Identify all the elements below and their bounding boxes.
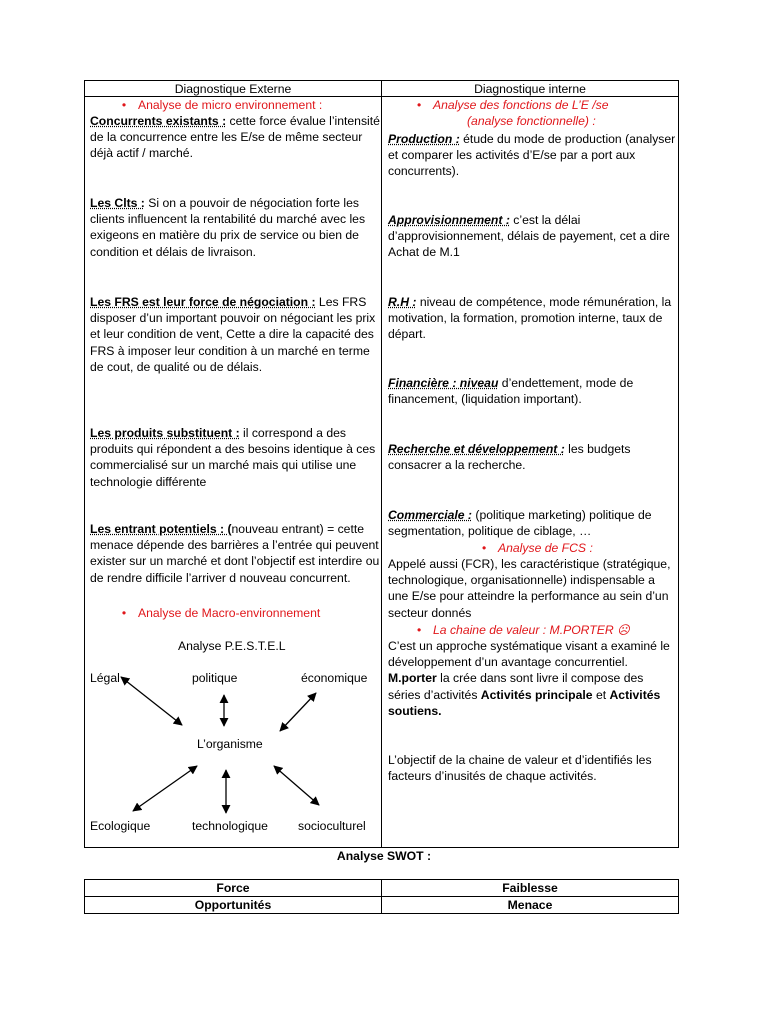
production-text: étude du mode de production (analyser et comparer les activités d’E/se par a port aux concurrents). <box>388 132 676 179</box>
rh-text: niveau de compétence, mode rémunération, la motivation, la formation, promotion interne, taux de départ. <box>388 295 672 342</box>
bullet-icon: • <box>121 98 127 112</box>
bullet-icon: • <box>121 606 127 620</box>
financiere-text: d’endettement, mode de financement, (liquidation important). <box>388 376 634 407</box>
swot-faiblesse: Faiblesse <box>502 881 558 895</box>
fonctions-subtitle: (analyse fonctionnelle) : <box>467 114 596 128</box>
header-diagnostique-interne: Diagnostique interne <box>474 82 586 96</box>
production-paragraph <box>388 131 676 180</box>
pestel-economique: économique <box>301 671 368 685</box>
pestel-center-organisme: L’organisme <box>197 737 263 751</box>
production-term: Production : <box>388 132 460 146</box>
frs-term: Les FRS est leur force de négociation : <box>90 295 316 309</box>
commerciale-term: Commerciale : <box>388 508 472 522</box>
commerciale-paragraph <box>388 507 676 539</box>
pestel-politique: politique <box>192 671 238 685</box>
rh-term: R.H : <box>388 295 417 309</box>
recherche-text: les budgets consacrer a la recherche. <box>388 442 631 473</box>
pestel-socioculturel: socioculturel <box>298 819 366 833</box>
bullet-icon: • <box>481 541 487 555</box>
pestel-technologique: technologique <box>192 819 268 833</box>
pestel-legal: Légal <box>90 671 120 685</box>
header-diagnostique-externe: Diagnostique Externe <box>174 82 292 96</box>
clients-text: Si on a pouvoir de négociation forte les clients influencent la rentabilité du marché avec les exigeons en matière du prix de service ou bien de condition et délais de livraison. <box>90 196 366 259</box>
entrants-term: Les entrant potentiels : ( <box>90 522 232 536</box>
arrow-economique-organisme <box>280 693 316 731</box>
frs-text: Les FRS disposer d’un important pouvoir on négociant les prix et leur condition de vent, Cette a dire la capacité des FRS à imposer leur condition à un marché en terme de cout, de qualité ou de délais. <box>90 295 376 374</box>
financiere-paragraph <box>388 375 676 407</box>
concurrents-term: Concurrents existants : <box>90 114 227 128</box>
approvisionnement-term: Approvisionnement : <box>388 213 510 227</box>
fcs-title: • Analyse de FCS : <box>470 540 670 556</box>
macro-environnement-title: • Analyse de Macro-environnement <box>110 605 380 621</box>
approvisionnement-paragraph <box>388 212 676 261</box>
concurrents-text: cette force évalue l’intensité de la concurrence entre les E/se de même secteur déjà actif / marché. <box>90 114 380 161</box>
substituts-text: il correspond a des produits qui répondent a des besoins identique à ces commercialisé sur un marché mais qui utilise une technologie différente <box>90 426 376 489</box>
fonctions-title: • Analyse des fonctions de L’E /se <box>405 97 677 113</box>
bullet-icon: • <box>416 623 422 637</box>
pestel-ecologique: Ecologique <box>90 819 151 833</box>
clients-term: Les Clts : <box>90 196 145 210</box>
fcs-paragraph: Appelé aussi (FCR), les caractéristique (stratégique, technologique, organisationnelle) indispensable a une E/se pour atteindre la performance au sein d’un secteur donnés <box>388 557 671 620</box>
rh-paragraph <box>388 294 676 343</box>
bullet-icon: • <box>416 98 422 112</box>
entrants-text: nouveau entrant) = cette menace dépende des barrières a l’entrée qui peuvent exister sur un marché et dont l’objectif est interdire ou de rendre difficile l’arriver d nouveau concurrent. <box>90 522 380 585</box>
swot-menace: Menace <box>507 898 553 912</box>
substituts-term: Les produits substituent : <box>90 426 240 440</box>
swot-force: Force <box>216 881 250 895</box>
swot-border-right <box>678 879 679 914</box>
chaine-valeur-title: • La chaine de valeur : M.PORTER ☹ <box>405 622 677 638</box>
micro-environnement-title: • Analyse de micro environnement : <box>110 97 380 113</box>
approvisionnement-text: c’est la délai d’approvisionnement, délais de payement, cet a dire Achat de M.1 <box>388 213 670 260</box>
arrow-legal-organisme <box>121 677 182 725</box>
arrow-ecologique-organisme <box>133 766 197 811</box>
recherche-term: Recherche et développement : <box>388 442 565 456</box>
swot-title: Analyse SWOT : <box>336 849 432 863</box>
financiere-term: Financière : niveau <box>388 376 499 390</box>
pestel-title: Analyse P.E.S.T.E.L <box>178 639 286 653</box>
recherche-paragraph <box>388 441 676 473</box>
swot-opportunites: Opportunités <box>194 898 272 912</box>
objectif-paragraph: L’objectif de la chaine de valeur et d’identifiés les facteurs d’inusités de chaque activités. <box>388 753 652 784</box>
chaine-valeur-paragraph: C’est un approche systématique visant a examiné le développement d’un avantage concurrentiel. M.porter la crée dans sont livre il compose des séries d’activités Activités principale et Activités soutiens. <box>388 639 670 718</box>
commerciale-text: (politique marketing) politique de segmentation, politique de ciblage, … <box>388 508 652 539</box>
arrow-socioculturel-organisme <box>274 766 319 805</box>
